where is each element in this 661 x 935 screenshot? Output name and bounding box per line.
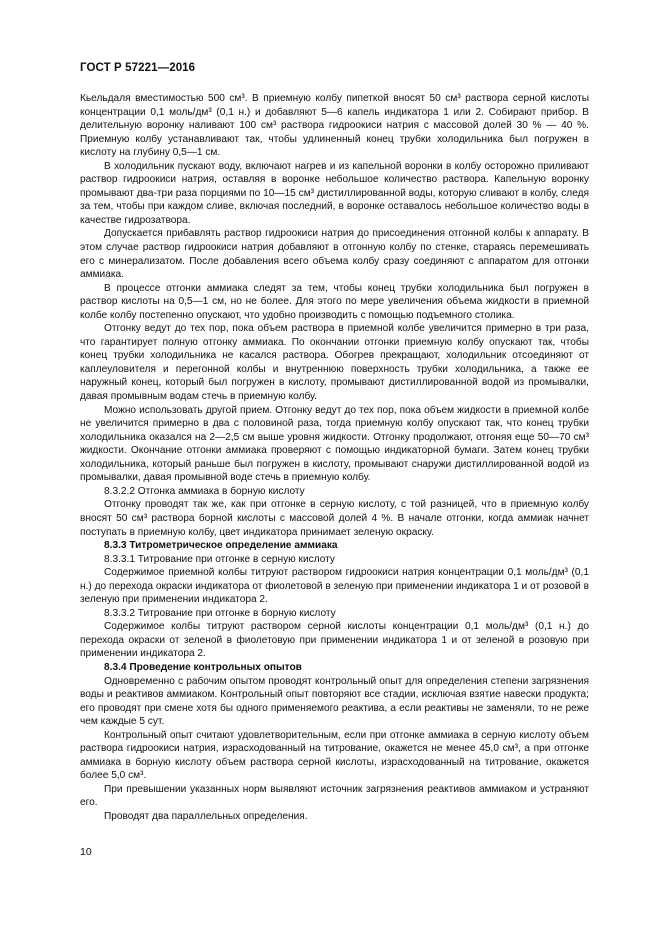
paragraph: Контрольный опыт считают удовлетворительным, если при отгонке аммиака в серную кислоту объем раствора гидроокиси натрия, израсходованный на титрование, окажется не менее 45,0 см³, а при отгонке аммиака в борную кислоту объем раствора серной кислоты, израсходованный на титрование, окажется более 5,0 см³. [80, 729, 589, 782]
document-body [80, 92, 589, 824]
paragraph-continuation: Кьельдаля вместимостью 500 см³. В приемную колбу пипеткой вносят 50 см³ раствора серной кислоты концентрации 0,1 моль/дм³ (0,1 н.) и добавляют 5—6 капель индикатора 1 или 2. Собирают прибор. В делительную воронку наливают 100 см³ раствора гидроокиси натрия с массовой долей 30 % — 40 %. Приемную колбу устанавливают так, чтобы удлиненный конец трубки холодильника был погружен в кислоту на глубину 0,5—1 см. [80, 93, 589, 159]
page-number: 10 [80, 846, 92, 858]
paragraph: Отгонку проводят так же, как при отгонке в серную кислоту, с той разницей, что в приемную колбу вносят 50 см³ раствора борной кислоты с массовой долей 4 %. В начале отгонки, когда аммиак начнет поступать в приемную колбу, цвет индикатора принимает зеленую окраску. [80, 499, 589, 538]
paragraph: В процессе отгонки аммиака следят за тем, чтобы конец трубки холодильника был погружен в раствор кислоты на 0,5—1 см, но не более. Для этого по мере увеличения объема жидкости в приемной колбе колбу постепенно опускают, что удобно производить с помощью подъемного столика. [80, 282, 589, 321]
paragraph: В холодильник пускают воду, включают нагрев и из капельной воронки в колбу осторожно приливают раствор гидроокиси натрия, оставляя в воронке небольшое количество раствора. Капельную воронку промывают два-три раза порциями по 10—15 см³ дистиллированной воды, которую сливают в колбу, следя за тем, чтобы при каждом сливе, включая последний, в воронке оставалось небольшое количество воды в качестве гидрозатвора. [80, 160, 589, 226]
paragraph: Допускается прибавлять раствор гидроокиси натрия до присоединения отгонной колбы к аппарату. В этом случае раствор гидроокиси натрия добавляют в отгонную колбу по стенке, стараясь перемешивать его с минерализатом. После добавления всего объема колбу сразу соединяют с аппаратом для отгонки аммиака. [80, 228, 589, 281]
section-heading: 8.3.4 Проведение контрольных опытов [104, 661, 302, 673]
subsection-heading: 8.3.2.2 Отгонка аммиака в борную кислоту [104, 485, 305, 497]
section-heading: 8.3.3 Титрометрическое определение аммиака [104, 540, 338, 552]
paragraph: Проводят два параллельных определения. [104, 810, 308, 822]
subsection-heading: 8.3.3.1 Титрование при отгонке в серную кислоту [104, 553, 335, 565]
paragraph: Содержимое колбы титруют раствором серной кислоты концентрации 0,1 моль/дм³ (0,1 н.) до перехода окраски от зеленой в фиолетовую при применении индикатора 1 и от зеленой в розовую при применении индикатора 2. [80, 621, 589, 660]
paragraph: При превышении указанных норм выявляют источник загрязнения реактивов аммиаком и устраняют его. [80, 783, 589, 809]
subsection-heading: 8.3.3.2 Титрование при отгонке в борную кислоту [104, 607, 336, 619]
paragraph: Одновременно с рабочим опытом проводят контрольный опыт для определения степени загрязнения воды и реактивов аммиаком. Контрольный опыт повторяют все стадии, исключая взятие навески продукта; его проводят при смене хотя бы одного применяемого реактива, а если реактивы не заменяли, то не реже чем каждые 5 сут. [80, 675, 589, 728]
document-header: ГОСТ Р 57221—2016 [80, 62, 196, 74]
paragraph: Содержимое приемной колбы титруют раствором гидроокиси натрия концентрации 0,1 моль/дм³ (0,1 н.) до перехода окраски индикатора от фиолетовой в зеленую при применении индикатора 1 и от розовой в зеленую при применении индикатора 2. [80, 567, 589, 606]
paragraph: Можно использовать другой прием. Отгонку ведут до тех пор, пока объем жидкости в приемной колбе не увеличится примерно в два с половиной раза, тогда приемную колбу опускают так, что конец трубки холодильника оказался на 2—2,5 см выше уровня жидкости. Отгонку продолжают, отгоняя еще 50—70 см³ жидкости. Окончание отгонки аммиака проверяют с помощью индикаторной бумаги. Затем конец трубки холодильника, который раньше был погружен в кислоту, промывают снаружи дистиллированной водой из промывалки, давая промывной воде стечь в приемную колбу. [80, 404, 589, 484]
paragraph: Отгонку ведут до тех пор, пока объем раствора в приемной колбе увеличится примерно в три раза, что гарантирует полную отгонку аммиака. По окончании отгонки приемную колбу опускают так, чтобы конец трубки холодильника не касался раствора. Обогрев прекращают, холодильник отсоединяют от каплеуловителя и перегонной колбы и внутреннюю поверхность трубки холодильника, а также ее наружный конец, который был погружен в кислоту, промывают дистиллированной водой из промывалки, давая промывным водам стечь в приемную колбу. [80, 323, 589, 403]
